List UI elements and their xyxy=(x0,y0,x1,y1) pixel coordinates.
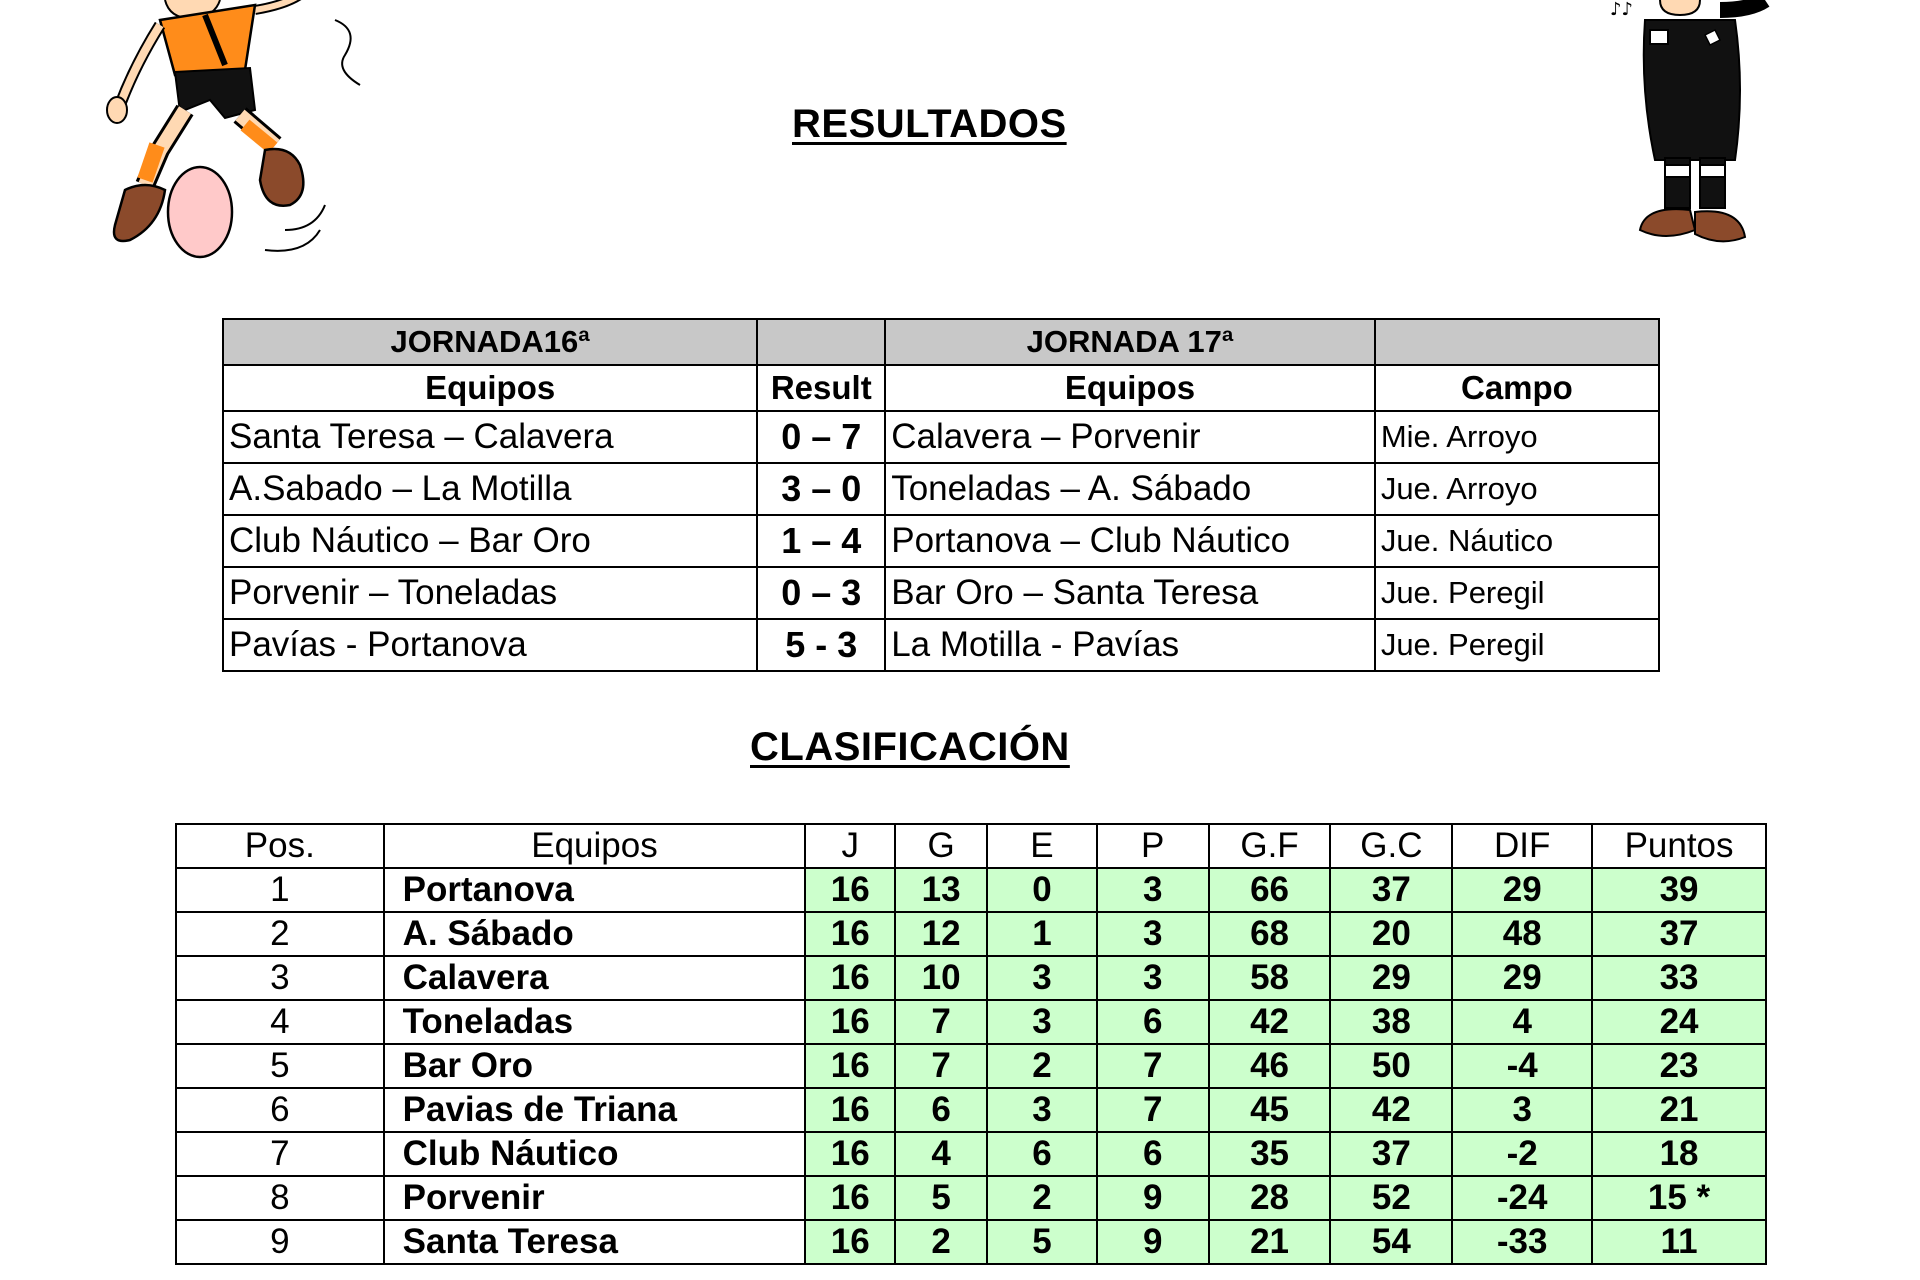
match-cell: Pavías - Portanova xyxy=(223,619,757,671)
standings-row xyxy=(176,912,1766,956)
campo-cell: Jue. Arroyo xyxy=(1375,463,1659,515)
results-row xyxy=(223,515,1659,567)
played-cell: 16 xyxy=(805,868,895,912)
goal-diff-cell: 4 xyxy=(1452,1000,1592,1044)
played-cell: 16 xyxy=(805,1044,895,1088)
drawn-cell: 2 xyxy=(987,1044,1097,1088)
standings-row xyxy=(176,1176,1766,1220)
points-cell: 23 xyxy=(1592,1044,1766,1088)
won-cell: 12 xyxy=(895,912,987,956)
pos-cell: 6 xyxy=(176,1088,384,1132)
drawn-cell: 0 xyxy=(987,868,1097,912)
lost-cell: 3 xyxy=(1097,868,1209,912)
goal-diff-cell: -2 xyxy=(1452,1132,1592,1176)
won-cell: 4 xyxy=(895,1132,987,1176)
points-cell: 21 xyxy=(1592,1088,1766,1132)
pos-cell: 3 xyxy=(176,956,384,1000)
match-cell: A.Sabado – La Motilla xyxy=(223,463,757,515)
lost-cell: 6 xyxy=(1097,1000,1209,1044)
won-cell: 5 xyxy=(895,1176,987,1220)
results-row xyxy=(223,619,1659,671)
lost-cell: 3 xyxy=(1097,956,1209,1000)
lost-cell: 9 xyxy=(1097,1176,1209,1220)
team-name-cell: Porvenir xyxy=(384,1176,806,1220)
campo-cell: Jue. Peregil xyxy=(1375,619,1659,671)
col-gf-header: G.F xyxy=(1209,824,1331,868)
drawn-cell: 2 xyxy=(987,1176,1097,1220)
played-cell: 16 xyxy=(805,1000,895,1044)
pos-cell: 4 xyxy=(176,1000,384,1044)
col-equipos-header: Equipos xyxy=(223,365,757,411)
points-cell: 39 xyxy=(1592,868,1766,912)
goals-against-cell: 38 xyxy=(1330,1000,1452,1044)
goal-diff-cell: 29 xyxy=(1452,956,1592,1000)
won-cell: 2 xyxy=(895,1220,987,1264)
svg-text:♪♪: ♪♪ xyxy=(1610,0,1633,20)
pos-cell: 8 xyxy=(176,1176,384,1220)
empty-header-cell xyxy=(1375,319,1659,365)
lost-cell: 7 xyxy=(1097,1088,1209,1132)
standings-row xyxy=(176,1220,1766,1264)
match-cell: Porvenir – Toneladas xyxy=(223,567,757,619)
col-result-header: Result xyxy=(757,365,885,411)
goals-against-cell: 42 xyxy=(1330,1088,1452,1132)
referee-cartoon xyxy=(1610,0,1785,265)
standings-row xyxy=(176,1132,1766,1176)
goals-for-cell: 66 xyxy=(1209,868,1331,912)
next-match-cell: La Motilla - Pavías xyxy=(885,619,1375,671)
lost-cell: 3 xyxy=(1097,912,1209,956)
score-cell: 3 – 0 xyxy=(757,463,885,515)
standings-row xyxy=(176,868,1766,912)
drawn-cell: 3 xyxy=(987,1088,1097,1132)
drawn-cell: 6 xyxy=(987,1132,1097,1176)
goals-against-cell: 54 xyxy=(1330,1220,1452,1264)
drawn-cell: 1 xyxy=(987,912,1097,956)
drawn-cell: 3 xyxy=(987,1000,1097,1044)
goals-against-cell: 50 xyxy=(1330,1044,1452,1088)
team-name-cell: Santa Teresa xyxy=(384,1220,806,1264)
score-cell: 0 – 3 xyxy=(757,567,885,619)
won-cell: 10 xyxy=(895,956,987,1000)
drawn-cell: 3 xyxy=(987,956,1097,1000)
team-name-cell: Bar Oro xyxy=(384,1044,806,1088)
goals-against-cell: 37 xyxy=(1330,1132,1452,1176)
points-cell: 33 xyxy=(1592,956,1766,1000)
team-name-cell: Club Náutico xyxy=(384,1132,806,1176)
standings-row xyxy=(176,1000,1766,1044)
col-gc-header: G.C xyxy=(1330,824,1452,868)
goals-for-cell: 45 xyxy=(1209,1088,1331,1132)
lost-cell: 7 xyxy=(1097,1044,1209,1088)
goals-against-cell: 29 xyxy=(1330,956,1452,1000)
campo-cell: Mie. Arroyo xyxy=(1375,411,1659,463)
score-cell: 1 – 4 xyxy=(757,515,885,567)
col-campo-header: Campo xyxy=(1375,365,1659,411)
standings-row xyxy=(176,956,1766,1000)
results-row xyxy=(223,463,1659,515)
col-dif-header: DIF xyxy=(1452,824,1592,868)
team-name-cell: Calavera xyxy=(384,956,806,1000)
score-cell: 5 - 3 xyxy=(757,619,885,671)
goals-for-cell: 21 xyxy=(1209,1220,1331,1264)
goals-for-cell: 68 xyxy=(1209,912,1331,956)
pos-cell: 7 xyxy=(176,1132,384,1176)
col-pos-header: Pos. xyxy=(176,824,384,868)
soccer-player-cartoon xyxy=(105,0,375,265)
goal-diff-cell: -33 xyxy=(1452,1220,1592,1264)
jornada-16-header: JORNADA16ª xyxy=(223,319,757,365)
goal-diff-cell: -4 xyxy=(1452,1044,1592,1088)
col-team-header: Equipos xyxy=(384,824,806,868)
won-cell: 6 xyxy=(895,1088,987,1132)
match-cell: Club Náutico – Bar Oro xyxy=(223,515,757,567)
standings-row xyxy=(176,1044,1766,1088)
lost-cell: 6 xyxy=(1097,1132,1209,1176)
won-cell: 7 xyxy=(895,1044,987,1088)
pos-cell: 2 xyxy=(176,912,384,956)
results-row xyxy=(223,567,1659,619)
points-cell: 18 xyxy=(1592,1132,1766,1176)
goals-for-cell: 28 xyxy=(1209,1176,1331,1220)
goal-diff-cell: 29 xyxy=(1452,868,1592,912)
col-equipos-next-header: Equipos xyxy=(885,365,1375,411)
goal-diff-cell: -24 xyxy=(1452,1176,1592,1220)
team-name-cell: Toneladas xyxy=(384,1000,806,1044)
team-name-cell: A. Sábado xyxy=(384,912,806,956)
goals-for-cell: 35 xyxy=(1209,1132,1331,1176)
goal-diff-cell: 48 xyxy=(1452,912,1592,956)
next-match-cell: Toneladas – A. Sábado xyxy=(885,463,1375,515)
played-cell: 16 xyxy=(805,1220,895,1264)
standings-heading: CLASIFICACIÓN xyxy=(750,725,1070,769)
results-table xyxy=(222,318,1660,672)
goals-for-cell: 42 xyxy=(1209,1000,1331,1044)
team-name-cell: Pavias de Triana xyxy=(384,1088,806,1132)
campo-cell: Jue. Náutico xyxy=(1375,515,1659,567)
points-cell: 15 * xyxy=(1592,1176,1766,1220)
played-cell: 16 xyxy=(805,1088,895,1132)
goal-diff-cell: 3 xyxy=(1452,1088,1592,1132)
results-heading: RESULTADOS xyxy=(792,102,1067,146)
drawn-cell: 5 xyxy=(987,1220,1097,1264)
won-cell: 7 xyxy=(895,1000,987,1044)
played-cell: 16 xyxy=(805,1132,895,1176)
col-j-header: J xyxy=(805,824,895,868)
column-header-row xyxy=(223,365,1659,411)
played-cell: 16 xyxy=(805,1176,895,1220)
next-match-cell: Calavera – Porvenir xyxy=(885,411,1375,463)
won-cell: 13 xyxy=(895,868,987,912)
pos-cell: 9 xyxy=(176,1220,384,1264)
pos-cell: 1 xyxy=(176,868,384,912)
standings-row xyxy=(176,1088,1766,1132)
goals-against-cell: 52 xyxy=(1330,1176,1452,1220)
results-row xyxy=(223,411,1659,463)
points-cell: 37 xyxy=(1592,912,1766,956)
standings-table xyxy=(175,823,1767,1265)
pos-cell: 5 xyxy=(176,1044,384,1088)
next-match-cell: Portanova – Club Náutico xyxy=(885,515,1375,567)
lost-cell: 9 xyxy=(1097,1220,1209,1264)
col-p-header: P xyxy=(1097,824,1209,868)
score-cell: 0 – 7 xyxy=(757,411,885,463)
jornada-17-header: JORNADA 17ª xyxy=(885,319,1375,365)
goals-for-cell: 46 xyxy=(1209,1044,1331,1088)
goals-against-cell: 37 xyxy=(1330,868,1452,912)
played-cell: 16 xyxy=(805,912,895,956)
campo-cell: Jue. Peregil xyxy=(1375,567,1659,619)
jornada-header-row xyxy=(223,319,1659,365)
col-e-header: E xyxy=(987,824,1097,868)
team-name-cell: Portanova xyxy=(384,868,806,912)
goals-for-cell: 58 xyxy=(1209,956,1331,1000)
col-puntos-header: Puntos xyxy=(1592,824,1766,868)
points-cell: 11 xyxy=(1592,1220,1766,1264)
empty-header-cell xyxy=(757,319,885,365)
goals-against-cell: 20 xyxy=(1330,912,1452,956)
played-cell: 16 xyxy=(805,956,895,1000)
next-match-cell: Bar Oro – Santa Teresa xyxy=(885,567,1375,619)
col-g-header: G xyxy=(895,824,987,868)
match-cell: Santa Teresa – Calavera xyxy=(223,411,757,463)
points-cell: 24 xyxy=(1592,1000,1766,1044)
standings-header-row xyxy=(176,824,1766,868)
